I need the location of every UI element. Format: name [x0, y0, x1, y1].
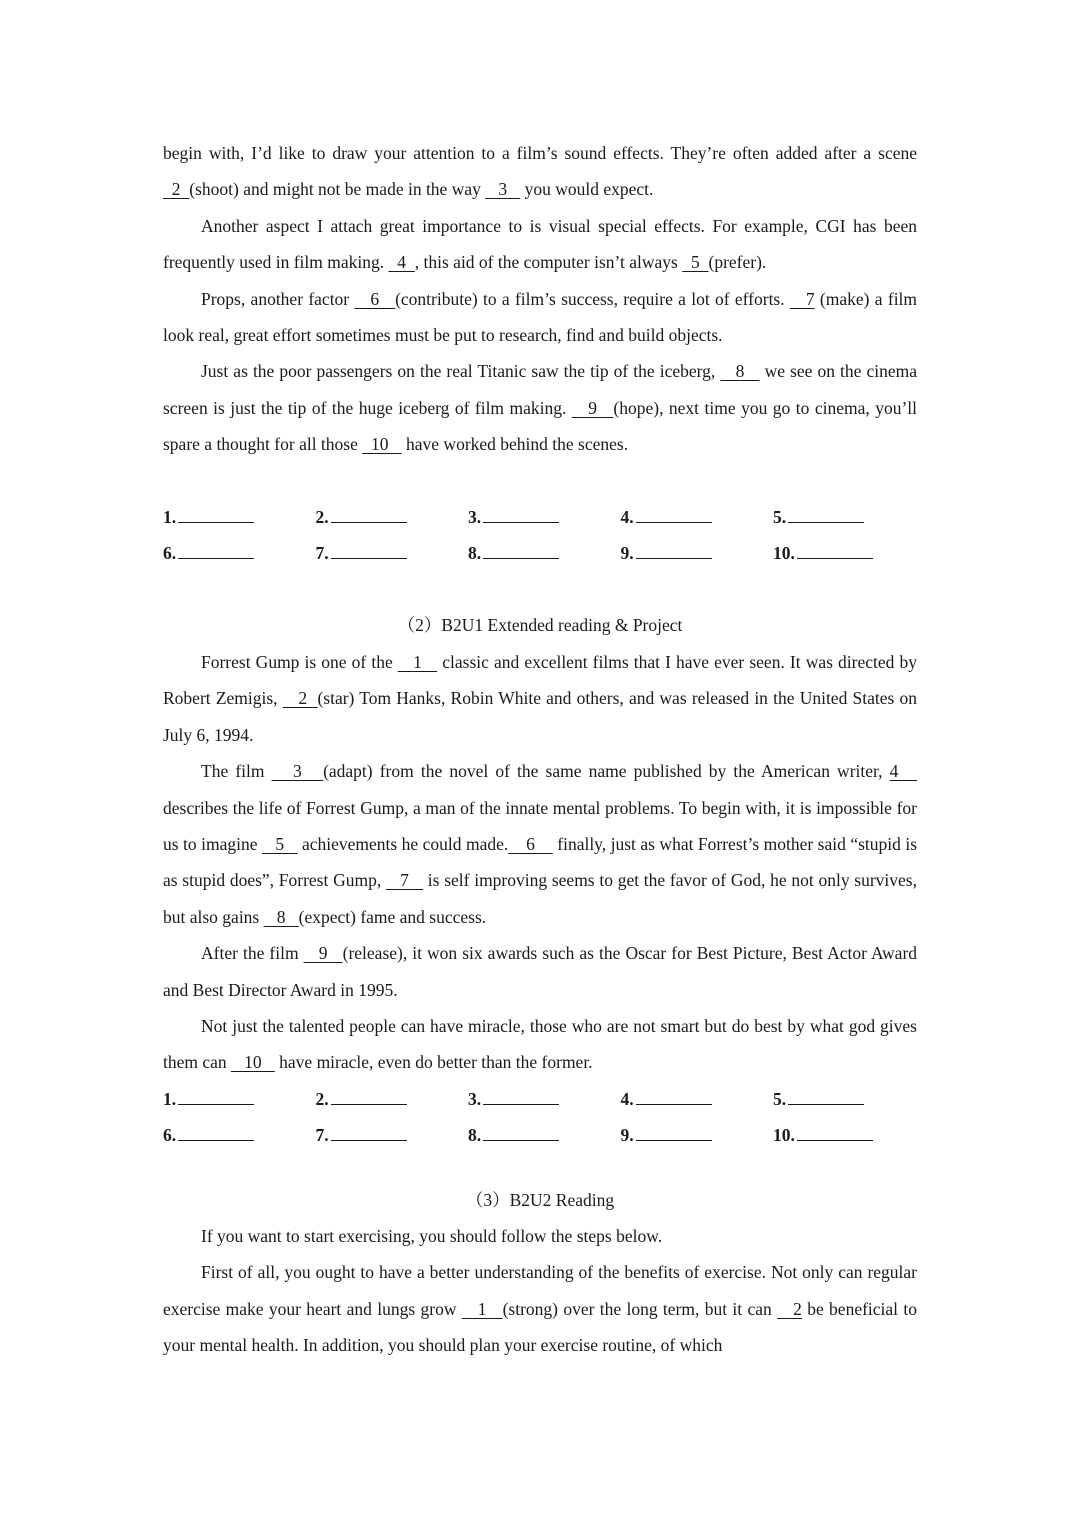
answer-slot[interactable] — [468, 535, 621, 571]
text-run: you would expect. — [520, 179, 654, 200]
answer-slot[interactable] — [316, 1081, 469, 1117]
blank-6: 6 — [508, 833, 553, 854]
answer-grid-1 — [163, 499, 917, 572]
answer-slot[interactable] — [468, 1081, 621, 1117]
blank-5: 5 — [261, 833, 298, 854]
answer-slot[interactable] — [621, 535, 774, 571]
text-run: (make) a film look real, great effort sometimes must be put to research, find and build objects. — [163, 288, 918, 346]
blank-2: 2 — [282, 688, 318, 709]
text-run: Forrest Gump is one of the — [201, 651, 398, 672]
answer-number: 9. — [620, 1125, 634, 1146]
answer-grid-2 — [163, 1081, 917, 1154]
blank-4: 4 — [889, 761, 917, 782]
s2-paragraph-3 — [163, 935, 917, 1008]
answer-line[interactable] — [178, 1085, 254, 1105]
text-run: Just as the poor passengers on the real Titanic saw the tip of the iceberg, — [201, 361, 721, 382]
text-run: (strong) over the long term, but it can — [502, 1298, 778, 1319]
blank-10: 10 — [362, 434, 402, 455]
answer-line[interactable] — [788, 503, 864, 523]
answer-line[interactable] — [178, 503, 254, 523]
s1-paragraph-3 — [163, 281, 917, 354]
text-run: Another aspect I attach great importance to is visual special effects. For example, CGI has been frequently used in film making. — [163, 215, 917, 273]
text-run: describes the life of Forrest Gump, a man of the innate mental problems. To begin with, it is impossible for us to imagine — [163, 797, 917, 854]
blank-8: 8 — [263, 906, 299, 927]
answer-slot[interactable] — [621, 1081, 774, 1117]
answer-line[interactable] — [483, 503, 559, 523]
text-run: have miracle, even do better than the former. — [274, 1052, 593, 1073]
blank-10: 10 — [231, 1052, 275, 1073]
answer-slot[interactable] — [163, 499, 316, 535]
s3-paragraph-2 — [163, 1254, 917, 1363]
answer-slot[interactable] — [773, 1081, 926, 1117]
text-run: (adapt) from the novel of the same name published by the American writer, — [323, 761, 890, 782]
text-run: begin with, I’d like to draw your attention to a film’s sound effects. They’re often added after a scene — [163, 143, 917, 163]
answer-slot[interactable] — [316, 535, 469, 571]
answer-slot[interactable] — [621, 499, 774, 535]
text-run: be beneficial to your mental health. In addition, you should plan your exercise routine, of which — [163, 1298, 917, 1356]
answer-number: 5. — [773, 506, 787, 527]
answer-number: 6. — [163, 1125, 177, 1146]
s2-paragraph-4 — [163, 1008, 917, 1081]
answer-line[interactable] — [788, 1085, 864, 1105]
section-2-heading: （2）B2U1 Extended reading & Project — [397, 615, 683, 636]
blank-6: 6 — [354, 288, 396, 309]
section-3-heading: （3）B2U2 Reading — [465, 1189, 615, 1210]
text-run: (prefer). — [708, 252, 767, 273]
answer-number: 3. — [468, 1088, 482, 1109]
answer-number: 7. — [315, 543, 329, 564]
answer-slot[interactable] — [468, 1117, 621, 1153]
text-run: is self improving seems to get the favor of God, he not only survives, but also gains — [163, 870, 917, 927]
blank-1: 1 — [461, 1298, 503, 1319]
blank-9: 9 — [303, 943, 343, 964]
blank-3: 3 — [485, 179, 521, 200]
answer-number: 10. — [773, 1125, 795, 1146]
answer-number: 8. — [468, 1125, 482, 1146]
answer-line[interactable] — [636, 1085, 712, 1105]
answer-number: 2. — [315, 1088, 329, 1109]
answer-number: 10. — [773, 543, 795, 564]
answer-line[interactable] — [331, 539, 407, 559]
text-run: we see on the cinema screen is just the tip of the huge iceberg of film making. — [163, 361, 918, 418]
blank-2: 2 — [163, 179, 190, 200]
answer-line[interactable] — [797, 539, 873, 559]
blank-4: 4 — [388, 252, 415, 273]
blank-8: 8 — [720, 361, 760, 382]
answer-line[interactable] — [178, 1121, 254, 1141]
answer-number: 2. — [315, 506, 329, 527]
answer-line[interactable] — [331, 503, 407, 523]
answer-slot[interactable] — [163, 1081, 316, 1117]
s1-paragraph-2 — [163, 208, 917, 281]
text-run: First of all, you ought to have a better understanding of the benefits of exercise. Not only can regular exercise make your heart and lungs grow — [163, 1262, 917, 1319]
answer-line[interactable] — [483, 1121, 559, 1141]
text-run: (star) Tom Hanks, Robin White and others, and was released in the United States on July 6, 1994. — [163, 688, 918, 745]
answer-number: 1. — [163, 1088, 177, 1109]
answer-number: 1. — [163, 506, 177, 527]
blank-2: 2 — [777, 1298, 802, 1319]
answer-number: 4. — [620, 1088, 634, 1109]
text-run: , this aid of the computer isn’t always — [414, 252, 683, 273]
text-run: Props, another factor — [201, 288, 355, 309]
text-run: (release), it won six awards such as the Oscar for Best Picture, Best Actor Award and Best Director Award in 1995. — [163, 943, 918, 1000]
blank-7: 7 — [789, 288, 815, 309]
text-run: The film — [201, 761, 272, 782]
blank-9: 9 — [571, 397, 614, 418]
text-run: (expect) fame and success. — [298, 906, 487, 927]
text-run: Not just the talented people can have miracle, those who are not smart but do best by what god gives them can — [163, 1015, 917, 1073]
answer-line[interactable] — [636, 1121, 712, 1141]
answer-number: 9. — [620, 543, 634, 564]
blank-1: 1 — [397, 651, 438, 672]
answer-slot[interactable] — [316, 1117, 469, 1153]
answer-number: 5. — [773, 1088, 787, 1109]
answer-slot[interactable] — [621, 1117, 774, 1153]
answer-line[interactable] — [797, 1121, 873, 1141]
text-run: (shoot) and might not be made in the way — [189, 179, 486, 200]
answer-slot[interactable] — [468, 499, 621, 535]
text-run: (hope), next time you go to cinema, you’ll spare a thought for all those — [163, 397, 917, 455]
text-run: have worked behind the scenes. — [401, 434, 629, 455]
text-run: achievements he could made. — [297, 833, 509, 854]
text-run: After the film — [201, 943, 304, 964]
blank-5: 5 — [682, 252, 709, 273]
answer-slot[interactable] — [773, 535, 926, 571]
answer-line[interactable] — [331, 1121, 407, 1141]
answer-slot[interactable] — [773, 499, 926, 535]
answer-line[interactable] — [178, 539, 254, 559]
answer-line[interactable] — [331, 1085, 407, 1105]
answer-line[interactable] — [483, 1085, 559, 1105]
text-run: classic and excellent films that I have ever seen. It was directed by Robert Zemigis, — [163, 651, 917, 709]
answer-slot[interactable] — [773, 1117, 926, 1153]
text-run: finally, just as what Forrest’s mother said “stupid is as stupid does”, Forrest Gump, — [163, 833, 918, 891]
answer-number: 8. — [468, 543, 482, 564]
answer-number: 6. — [163, 543, 177, 564]
worksheet-page — [163, 135, 917, 1364]
answer-line[interactable] — [483, 539, 559, 559]
answer-number: 3. — [468, 506, 482, 527]
s1-paragraph-1 — [163, 135, 917, 208]
answer-number: 4. — [620, 506, 634, 527]
answer-line[interactable] — [636, 539, 712, 559]
s1-paragraph-4 — [163, 353, 917, 462]
blank-3: 3 — [271, 761, 324, 782]
blank-7: 7 — [385, 870, 424, 891]
text-run: (contribute) to a film’s success, require a lot of efforts. — [395, 288, 790, 309]
answer-slot[interactable] — [163, 535, 316, 571]
s2-paragraph-1 — [163, 644, 917, 753]
s2-paragraph-2 — [163, 753, 917, 935]
answer-slot[interactable] — [163, 1117, 316, 1153]
answer-line[interactable] — [636, 503, 712, 523]
s3-paragraph-1: If you want to start exercising, you should follow the steps below. — [201, 1225, 663, 1246]
answer-number: 7. — [315, 1125, 329, 1146]
answer-slot[interactable] — [316, 499, 469, 535]
